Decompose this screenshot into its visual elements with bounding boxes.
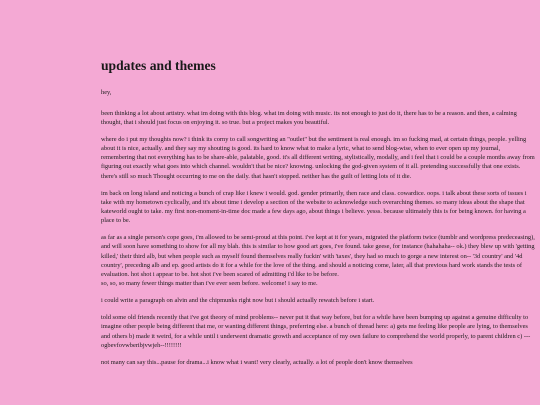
post-paragraph: not many can say this...pause for drama...i know what i want! very clearly, actually. a lot of people don't know themselves	[101, 358, 413, 366]
post-paragraph: im back on long island and noticing a bunch of crap like i knew i would. god. gender primarily, then race and class. cowardice. oops. i talk about these sorts of issues i take with my hometown cyclically, and it's about time i develop a section of the website to acknowledge such overarching themes. so many ideas about the shape that kateworld ought to take. my first non-moment-in-time doc made a few days ago, about things i believe. yesss. because ultimately this is for being known. for having a place to be.	[101, 189, 527, 225]
post-paragraph: told some old friends recently that i've got theory of mind problems-- never put it that way before, but for a while have been bumping up against a genuine difficulty to imagine other people being different that me, or wanting different things, preferring else. a bunch of thread here: a) gets me feeling like people are lying, to themselves and others b) made it weird, for a while until i underwent dramatic growth and acceptance of my own failure to comprehend the world properly, to parent children c) ---ogbevfovwberibjvwjeh--!!!!!!!!	[101, 314, 531, 349]
post-paragraph: as far as a single person's cope goes, i'm allowed to be semi-proud at this point. i've kept at it for years, migrated the platform twice (tumblr and wordpress predeceasing), and will soon have something to show for all my blah. this is similar to how good art goes, i've found. take geese, for instance (hahahaha-- ok.) they blew up with 'getting killed,' their third alb, but when people such as myself found themselves really fuckin' with 'taxes', they had so much to gorge a new interest on-- '3d country' and '4d country', preceding alb and ep. good artists do it for a while for the love of the thing. and should a noticing come, later, all that previous hard work stands the tests of evaluation. hot shot i appear to be. hot shot i've been scared of admitting i'd like to be before. so, so, so many fewer things matter than i've ever seen before. welcome! i say to me.	[101, 234, 535, 288]
post-paragraph: where do i put my thoughts now? i think its corny to call songwriting an "outlet" but the sentiment is real enough. im so fucking mad, at certain things, people. yelling about it is nice, actually. and they say my shouting is good. its hard to know what to make a lyric, what to send blog-wise, when to ever open up my journal, remembering that not everything has to be share-able, palatable, good. it's all different writing, stylistically, modally, and i feel that i could be a couple months away from figuring out exactly what goes into which channel. wouldn't that be nice? knowing. unlocking the god-given system of it all. pretending successfully that one exists. there's still so much Thought occurring to me on the daily. that hasn't stopped. neither has the guilt of letting lots of it die.	[101, 135, 535, 180]
post-body	[101, 109, 535, 367]
post-title: updates and themes	[101, 58, 216, 73]
post-paragraph: i could write a paragraph on alvin and the chipmunks right now but i should actually rewatch before i start.	[101, 297, 375, 305]
post-greeting: hey,	[101, 89, 112, 96]
post-paragraph: been thinking a lot about artistry. what im doing with this blog. what im doing with music. its not enough to just do it, there has to be a reason. and then, a calming thought, that i should just focus on enjoying it. so true. but a project makes you beautiful.	[101, 109, 517, 126]
blog-post	[101, 58, 535, 375]
